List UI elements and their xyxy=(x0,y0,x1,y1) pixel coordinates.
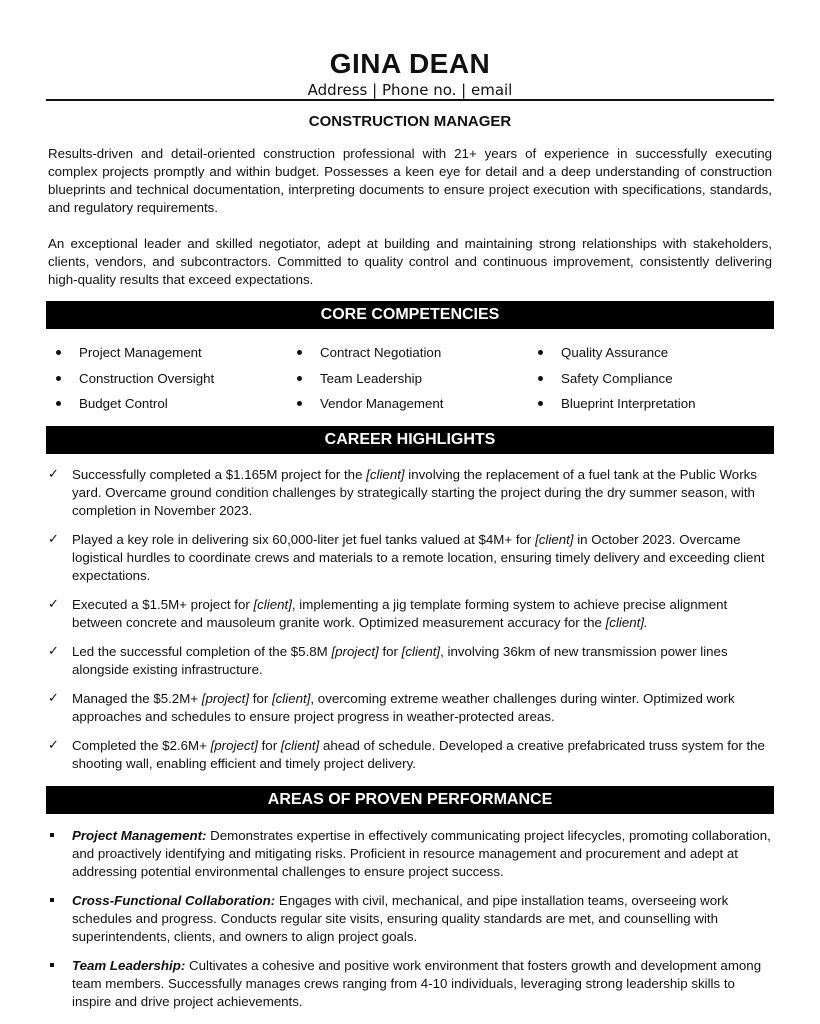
highlight-text: , involving 36km of new transmission power lines alongside existing infrastructure. xyxy=(72,644,728,677)
bullet-icon xyxy=(538,401,543,406)
highlight-item xyxy=(48,466,768,520)
checkmark-icon: ✓ xyxy=(48,738,59,753)
bullet-icon xyxy=(297,376,302,381)
performance-item xyxy=(48,957,774,1011)
competency-label: Blueprint Interpretation xyxy=(561,396,696,411)
highlight-text: ahead of schedule. Developed a creative prefabricated truss system for the shooting wall, enabling efficient and timely project delivery. xyxy=(72,738,765,771)
competency-item xyxy=(293,369,533,395)
performance-text: Demonstrates expertise in effectively communicating project lifecycles, promoting collaboration, and proactively identifying and mitigating risks. Proficient in resource management and procurement and adept at addressing potential environmental challenges to ensure project success. xyxy=(72,828,771,879)
highlight-text: Executed a $1.5M+ project for xyxy=(72,597,254,612)
section-heading-proven-performance: AREAS OF PROVEN PERFORMANCE xyxy=(46,786,774,814)
placeholder-text: [project] xyxy=(331,644,379,659)
competency-item xyxy=(52,394,292,420)
bullet-icon xyxy=(538,350,543,355)
highlight-text: Led the successful completion of the $5.8M xyxy=(72,644,332,659)
highlight-item xyxy=(48,643,768,679)
checkmark-icon: ✓ xyxy=(48,597,59,612)
highlight-text: involving the replacement of a fuel tank at the Public Works yard. Overcame ground condition challenges by strategically starting the project during the dry summer season, with completion in November 2023. xyxy=(72,467,757,518)
summary-paragraph: An exceptional leader and skilled negotiator, adept at building and maintaining strong relationships with stakeholders, clients, vendors, and subcontractors. Committed to quality control and continuous improvement, consistently delivering high-quality results that exceed expectations. xyxy=(48,236,772,287)
competency-label: Team Leadership xyxy=(320,370,423,386)
bullet-icon xyxy=(56,401,61,406)
placeholder-text: [client] xyxy=(271,691,311,706)
section-heading-career-highlights: CAREER HIGHLIGHTS xyxy=(46,426,774,454)
competencies-column xyxy=(293,343,533,420)
performance-heading: Team Leadership: xyxy=(72,958,186,973)
competency-label: Quality Assurance xyxy=(561,345,669,360)
career-highlights-list xyxy=(48,466,768,784)
job-title: CONSTRUCTION MANAGER xyxy=(308,113,512,130)
competency-label: Vendor Management xyxy=(320,396,444,411)
highlight-text: for xyxy=(378,644,402,659)
highlight-text: , implementing a jig template forming system to achieve precise alignment between concrete and mausoleum granite work. Optimized measurement accuracy for the xyxy=(72,597,728,630)
square-bullet-icon xyxy=(50,963,54,967)
placeholder-text: [client] xyxy=(401,644,441,659)
competency-item xyxy=(52,369,292,395)
highlight-item xyxy=(48,531,768,585)
placeholder-text: [client] xyxy=(280,738,320,753)
checkmark-icon: ✓ xyxy=(48,467,59,482)
highlight-text: Played a key role in delivering six 60,000-liter jet fuel tanks valued at $4M+ for xyxy=(72,532,536,547)
highlight-text: for xyxy=(249,691,272,706)
placeholder-text: [project] xyxy=(201,691,250,706)
highlight-text: for xyxy=(257,738,281,753)
square-bullet-icon xyxy=(50,833,54,837)
bullet-icon xyxy=(538,376,543,381)
header-divider xyxy=(46,99,774,101)
bullet-icon xyxy=(56,376,61,381)
contact-line: Address | Phone no. | email xyxy=(307,81,513,99)
performance-text: Engages with civil, mechanical, and pipe installation teams, overseeing work schedules and progress. Conducts regular site visits, ensuring quality standards are met, and counselling with superintendents, clients, and owners to align project goals. xyxy=(72,893,729,944)
placeholder-text: [client] xyxy=(366,467,405,482)
competencies-column xyxy=(52,343,292,420)
placeholder-text: [project] xyxy=(210,738,258,753)
placeholder-text: [client]. xyxy=(605,615,648,630)
competency-item xyxy=(534,343,774,369)
competency-label: Construction Oversight xyxy=(79,370,215,386)
highlight-text: Completed the $2.6M+ xyxy=(72,738,211,753)
candidate-name: GINA DEAN xyxy=(329,48,491,79)
performance-item xyxy=(48,827,774,881)
section-heading-core-competencies: CORE COMPETENCIES xyxy=(46,301,774,329)
checkmark-icon: ✓ xyxy=(48,644,59,659)
highlight-text: Managed the $5.2M+ xyxy=(72,691,202,706)
competencies-column xyxy=(534,343,774,420)
competency-label: Project Management xyxy=(79,345,202,360)
highlight-text: Successfully completed a $1.165M project for the xyxy=(72,467,367,482)
competency-item xyxy=(534,394,774,420)
checkmark-icon: ✓ xyxy=(48,691,59,706)
bullet-icon xyxy=(297,401,302,406)
competency-label: Safety Compliance xyxy=(561,370,673,386)
performance-text: Cultivates a cohesive and positive work environment that fosters growth and development among team members. Successfully manages crews ranging from 4-10 individuals, leveraging strong leadership skills to inspire and drive project achievements. xyxy=(72,958,762,1009)
performance-list xyxy=(48,827,774,1022)
summary-paragraph: Results-driven and detail-oriented construction professional with 21+ years of experience in successfully executing complex projects promptly and within budget. Possesses a keen eye for detail and a deep understanding of construction blueprints and technical documentation, interpreting documents to ensure project execution with specifications, standards, and regulatory requirements. xyxy=(48,146,772,215)
highlight-item xyxy=(48,737,768,773)
placeholder-text: [client] xyxy=(535,532,574,547)
competency-label: Contract Negotiation xyxy=(320,345,442,360)
competency-item xyxy=(52,343,292,369)
competency-item xyxy=(534,369,774,395)
placeholder-text: [client] xyxy=(253,597,292,612)
highlight-item xyxy=(48,596,768,632)
highlight-text: in October 2023. Overcame logistical hurdles to coordinate crews and materials to a remote location, ensuring timely delivery and exceeding client expectations. xyxy=(72,532,765,583)
bullet-icon xyxy=(56,350,61,355)
competency-label: Budget Control xyxy=(79,396,168,411)
highlight-text: , overcoming extreme weather challenges during winter. Optimized work approaches and schedules to ensure project progress in weather-protected areas. xyxy=(72,691,735,724)
performance-heading: Cross-Functional Collaboration: xyxy=(72,893,276,908)
bullet-icon xyxy=(297,350,302,355)
square-bullet-icon xyxy=(50,898,54,902)
competency-item xyxy=(293,343,533,369)
checkmark-icon: ✓ xyxy=(48,532,59,547)
competency-item xyxy=(293,394,533,420)
highlight-item xyxy=(48,690,768,726)
performance-item xyxy=(48,892,774,946)
performance-heading: Project Management: xyxy=(72,828,207,843)
